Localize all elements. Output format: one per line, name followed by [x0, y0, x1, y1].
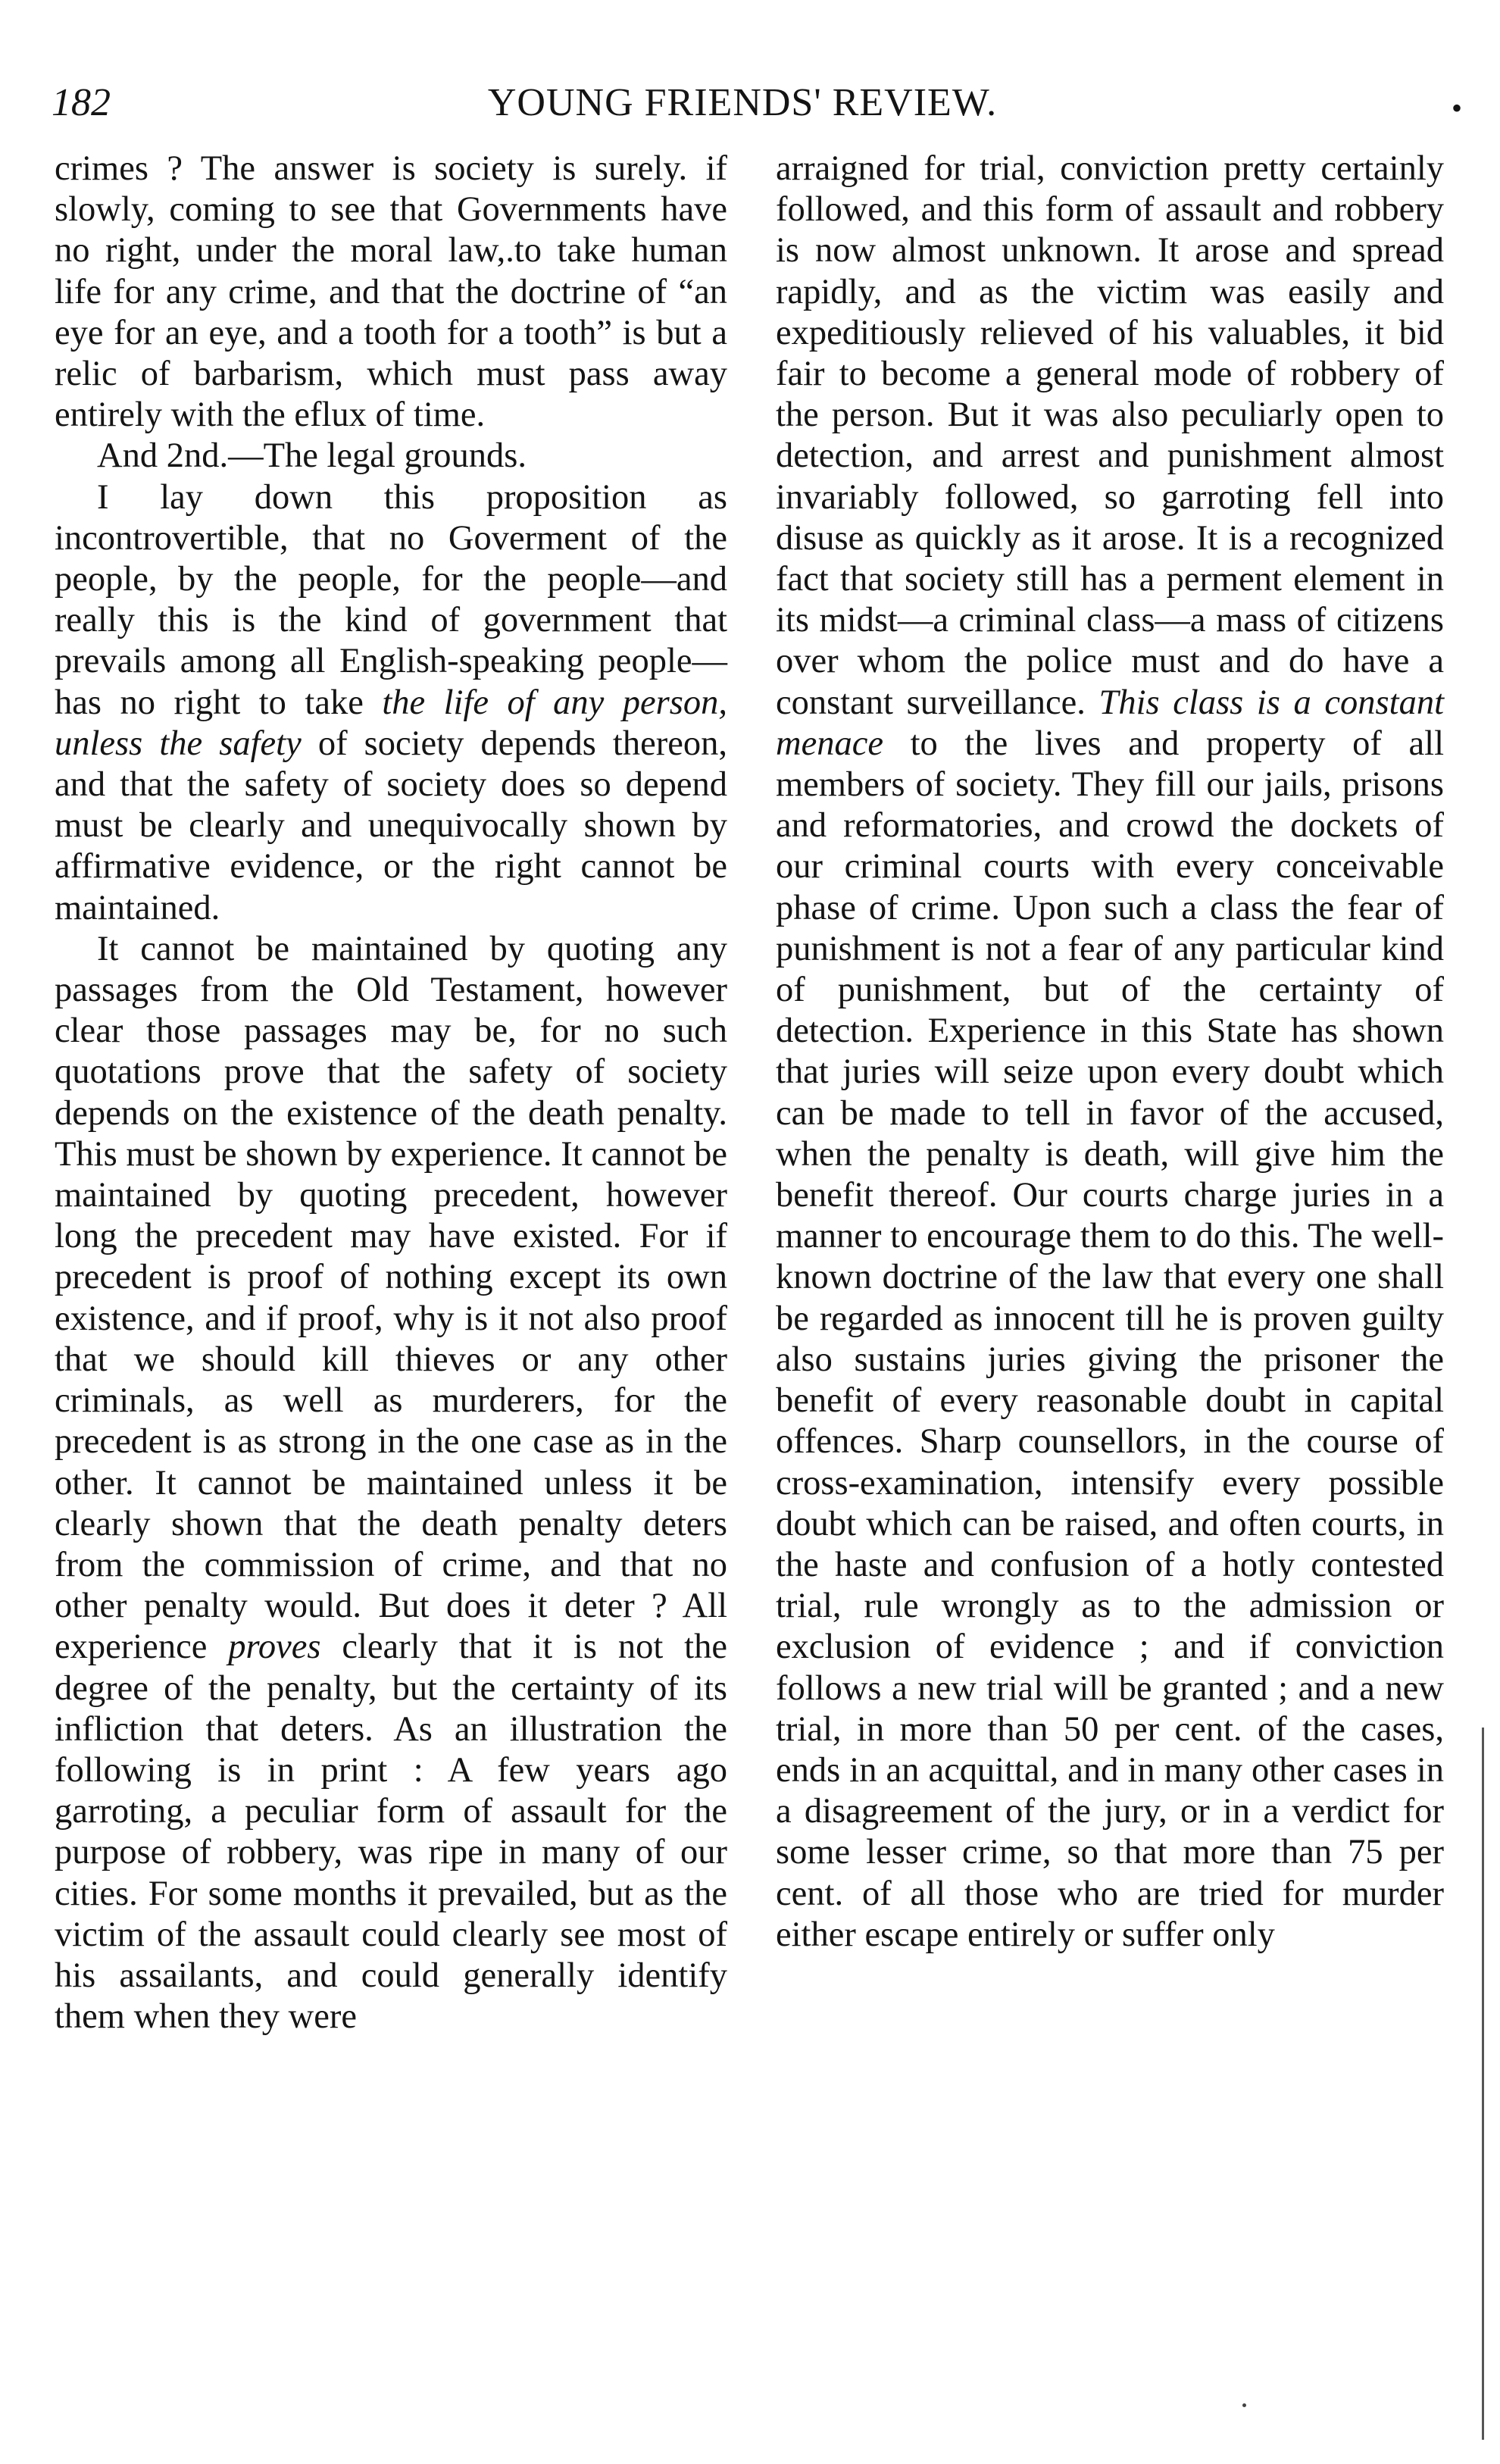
running-head: YOUNG FRIENDS' REVIEW. [487, 81, 998, 124]
paragraph-text: clearly that it is not the degree of the penalty, but the certainty of its infliction that deters. As an illustration the following is in print : A few years ago garroting, a peculiar form of assault for the purpose of robbery, was ripe in many of our cities. For some months it prevailed, but as the victim of the assault could clearly see most of his assailants, and could generally identify them when they were [55, 1628, 727, 2037]
paragraph-text: I lay down this proposition as incontrovertible, that no Goverment of the people, by the people, for the people—and really this is the kind of government that prevails among all English-speaking people—has no right to take [55, 477, 727, 722]
page-speck [1242, 2403, 1246, 2407]
emphasized-text: proves [228, 1628, 321, 1667]
page-edge-rule [1482, 1728, 1484, 2440]
paragraph [55, 929, 727, 2037]
page-number: 182 [52, 81, 111, 124]
right-column [776, 149, 1444, 1956]
paragraph [55, 477, 727, 929]
paragraph-text: to the lives and property of all members of society. They fill our jails, prisons and reformatories, and crowd the dockets of our criminal courts with every conceivable phase of crime. Upon such a class the fear of punishment is not a fear of any particular kind of punishment, but of the certainty of detection. Experience in this State has shown that juries will seize upon every doubt which can be made to tell in favor of the accused, when the penalty is death, will give him the benefit thereof. Our courts charge juries in a manner to encourage them to do this. The well-known doctrine of the law that every one shall be regarded as innocent till he is proven guilty also sustains juries giving the prisoner the benefit of every reasonable doubt in capital offences. Sharp counsellors, in the course of cross-examination, intensify every possible doubt which can be raised, and often courts, in the haste and confusion of a hotly contested trial, rule wrongly as to the admission or exclusion of evidence ; and if conviction follows a new trial will be granted ; and a new trial, in more than 50 per cent. of the cases, ends in an acquittal, and in many other cases in a disagreement of the jury, or in a verdict for some lesser crime, so that more than 75 per cent. of all those who are tried for murder either escape entirely or suffer only [776, 724, 1444, 1954]
paragraph-text: It cannot be maintained by quoting any passages from the Old Testament, however clear those passages may be, for no such quotations prove that the safety of society depends on the existence of the death penalty. This must be shown by experience. It cannot be maintained by quoting precedent, however long the precedent may have existed. For if precedent is proof of nothing except its own existence, and if proof, why is it not also proof that we should kill thieves or any other criminals, as well as murderers, for the precedent is as strong in the one case as in the other. It cannot be maintained unless it be clearly shown that the death penalty deters from the commission of crime, and that no other penalty would. But does it deter ? All experience [55, 929, 727, 1667]
left-column [55, 149, 727, 2037]
header-mark: • [1452, 91, 1463, 125]
paragraph: And 2nd.—The legal grounds. [97, 436, 527, 476]
paragraph: crimes ? The answer is society is surely. if slowly, coming to see that Governments have no right, under the moral law,.to take human life for any crime, and that the doctrine of “an eye for an eye, and a tooth for a tooth” is but a relic of barbarism, which must pass away entirely with the eflux of time. [55, 149, 727, 435]
paragraph-text: of society depends thereon, and that the safety of society does so depend must be clearly and unequivocally shown by affirmative evidence, or the right cannot be maintained. [55, 724, 727, 927]
paragraph-text: arraigned for trial, conviction pretty certainly followed, and this form of assault and robbery is now almost unknown. It arose and spread rapidly, and as the victim was easily and expeditiously relieved of his valuables, it bid fair to become a general mode of robbery of the person. But it was also peculiarly open to detection, and arrest and punishment almost invariably followed, so garroting fell into disuse as quickly as it arose. It is a recognized fact that society still has a perment element in its midst—a criminal class—a mass of citizens over whom the police must and do have a constant surveillance. [776, 149, 1444, 722]
emphasized-text: This class is a constant menace [776, 683, 1444, 763]
emphasized-text: the life of any person, unless the safety [55, 683, 727, 763]
paragraph [776, 149, 1444, 1956]
